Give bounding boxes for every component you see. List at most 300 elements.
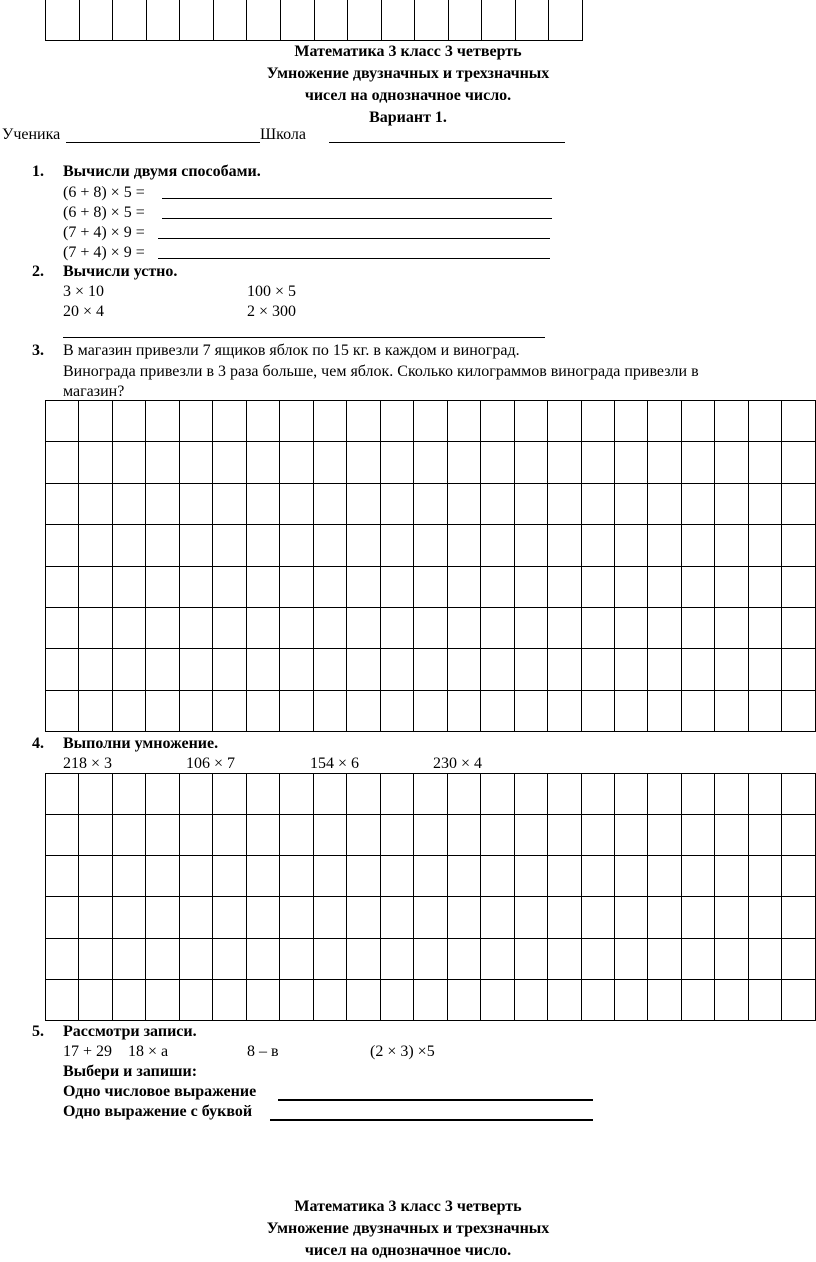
grid-cell[interactable] bbox=[347, 774, 380, 815]
grid-cell[interactable] bbox=[213, 483, 246, 524]
grid-cell[interactable] bbox=[313, 938, 346, 979]
grid-cell[interactable] bbox=[146, 897, 179, 938]
grid-cell[interactable] bbox=[179, 897, 212, 938]
task5-answer-line[interactable] bbox=[270, 1119, 593, 1121]
grid-cell[interactable] bbox=[280, 483, 313, 524]
grid-cell[interactable] bbox=[414, 815, 447, 856]
grid-cell[interactable] bbox=[648, 649, 681, 690]
grid-cell[interactable] bbox=[481, 401, 514, 442]
grid-cell[interactable] bbox=[112, 979, 145, 1020]
grid-cell[interactable] bbox=[313, 774, 346, 815]
grid-cell[interactable] bbox=[213, 649, 246, 690]
grid-cell[interactable] bbox=[447, 979, 480, 1020]
grid-cell[interactable] bbox=[213, 566, 246, 607]
grid-cell[interactable] bbox=[213, 938, 246, 979]
grid-cell[interactable] bbox=[481, 815, 514, 856]
grid-cell[interactable] bbox=[146, 566, 179, 607]
grid-cell[interactable] bbox=[313, 815, 346, 856]
grid-cell[interactable] bbox=[46, 897, 79, 938]
grid-cell[interactable] bbox=[614, 856, 647, 897]
grid-cell[interactable] bbox=[414, 401, 447, 442]
task4-solution-grid[interactable] bbox=[45, 773, 816, 1021]
grid-cell[interactable] bbox=[246, 442, 279, 483]
grid-cell[interactable] bbox=[715, 607, 748, 648]
grid-cell[interactable] bbox=[380, 401, 413, 442]
grid-cell[interactable] bbox=[481, 483, 514, 524]
grid-cell[interactable] bbox=[481, 897, 514, 938]
grid-cell[interactable] bbox=[447, 607, 480, 648]
grid-cell[interactable] bbox=[246, 525, 279, 566]
grid-cell[interactable] bbox=[146, 856, 179, 897]
grid-cell[interactable] bbox=[46, 0, 80, 41]
grid-cell[interactable] bbox=[514, 774, 547, 815]
grid-cell[interactable] bbox=[782, 774, 816, 815]
grid-cell[interactable] bbox=[648, 483, 681, 524]
grid-cell[interactable] bbox=[179, 815, 212, 856]
grid-cell[interactable] bbox=[681, 856, 714, 897]
grid-cell[interactable] bbox=[748, 938, 781, 979]
grid-cell[interactable] bbox=[614, 566, 647, 607]
grid-cell[interactable] bbox=[146, 525, 179, 566]
grid-cell[interactable] bbox=[447, 525, 480, 566]
grid-cell[interactable] bbox=[46, 401, 79, 442]
grid-cell[interactable] bbox=[515, 0, 549, 41]
grid-cell[interactable] bbox=[246, 938, 279, 979]
grid-cell[interactable] bbox=[246, 690, 279, 731]
grid-cell[interactable] bbox=[715, 897, 748, 938]
grid-cell[interactable] bbox=[280, 649, 313, 690]
grid-cell[interactable] bbox=[581, 690, 614, 731]
grid-cell[interactable] bbox=[548, 690, 581, 731]
grid-cell[interactable] bbox=[782, 649, 816, 690]
grid-cell[interactable] bbox=[347, 979, 380, 1020]
grid-cell[interactable] bbox=[581, 442, 614, 483]
grid-cell[interactable] bbox=[481, 525, 514, 566]
grid-cell[interactable] bbox=[380, 815, 413, 856]
grid-cell[interactable] bbox=[648, 897, 681, 938]
grid-cell[interactable] bbox=[46, 938, 79, 979]
grid-cell[interactable] bbox=[347, 938, 380, 979]
grid-cell[interactable] bbox=[648, 979, 681, 1020]
grid-cell[interactable] bbox=[179, 483, 212, 524]
grid-cell[interactable] bbox=[548, 607, 581, 648]
grid-cell[interactable] bbox=[246, 607, 279, 648]
pupil-name-line[interactable] bbox=[66, 142, 260, 143]
grid-cell[interactable] bbox=[112, 525, 145, 566]
grid-cell[interactable] bbox=[514, 897, 547, 938]
grid-cell[interactable] bbox=[280, 0, 314, 41]
grid-cell[interactable] bbox=[514, 815, 547, 856]
grid-cell[interactable] bbox=[614, 607, 647, 648]
grid-cell[interactable] bbox=[280, 401, 313, 442]
grid-cell[interactable] bbox=[348, 0, 382, 41]
grid-cell[interactable] bbox=[280, 566, 313, 607]
grid-cell[interactable] bbox=[414, 856, 447, 897]
grid-cell[interactable] bbox=[179, 649, 212, 690]
grid-cell[interactable] bbox=[481, 690, 514, 731]
grid-cell[interactable] bbox=[179, 774, 212, 815]
grid-cell[interactable] bbox=[447, 774, 480, 815]
grid-cell[interactable] bbox=[380, 525, 413, 566]
grid-cell[interactable] bbox=[280, 856, 313, 897]
grid-cell[interactable] bbox=[213, 897, 246, 938]
grid-cell[interactable] bbox=[614, 815, 647, 856]
grid-cell[interactable] bbox=[548, 401, 581, 442]
grid-cell[interactable] bbox=[614, 401, 647, 442]
grid-cell[interactable] bbox=[681, 483, 714, 524]
grid-cell[interactable] bbox=[146, 979, 179, 1020]
grid-cell[interactable] bbox=[514, 690, 547, 731]
grid-cell[interactable] bbox=[414, 774, 447, 815]
grid-cell[interactable] bbox=[782, 442, 816, 483]
grid-cell[interactable] bbox=[46, 442, 79, 483]
grid-cell[interactable] bbox=[514, 483, 547, 524]
grid-cell[interactable] bbox=[748, 815, 781, 856]
grid-cell[interactable] bbox=[482, 0, 516, 41]
grid-cell[interactable] bbox=[715, 649, 748, 690]
grid-cell[interactable] bbox=[380, 442, 413, 483]
grid-cell[interactable] bbox=[548, 897, 581, 938]
grid-cell[interactable] bbox=[548, 649, 581, 690]
grid-cell[interactable] bbox=[347, 442, 380, 483]
grid-cell[interactable] bbox=[648, 774, 681, 815]
grid-cell[interactable] bbox=[46, 774, 79, 815]
grid-cell[interactable] bbox=[313, 483, 346, 524]
grid-cell[interactable] bbox=[614, 483, 647, 524]
grid-cell[interactable] bbox=[313, 649, 346, 690]
grid-cell[interactable] bbox=[782, 483, 816, 524]
grid-cell[interactable] bbox=[782, 938, 816, 979]
grid-cell[interactable] bbox=[380, 607, 413, 648]
grid-cell[interactable] bbox=[581, 566, 614, 607]
grid-cell[interactable] bbox=[380, 938, 413, 979]
grid-cell[interactable] bbox=[380, 979, 413, 1020]
grid-cell[interactable] bbox=[548, 856, 581, 897]
grid-cell[interactable] bbox=[748, 856, 781, 897]
grid-cell[interactable] bbox=[414, 442, 447, 483]
grid-cell[interactable] bbox=[414, 979, 447, 1020]
grid-cell[interactable] bbox=[79, 649, 112, 690]
grid-cell[interactable] bbox=[313, 856, 346, 897]
grid-cell[interactable] bbox=[581, 774, 614, 815]
grid-cell[interactable] bbox=[581, 483, 614, 524]
grid-cell[interactable] bbox=[514, 525, 547, 566]
grid-cell[interactable] bbox=[748, 566, 781, 607]
grid-cell[interactable] bbox=[414, 649, 447, 690]
grid-cell[interactable] bbox=[213, 774, 246, 815]
grid-cell[interactable] bbox=[715, 938, 748, 979]
grid-cell[interactable] bbox=[514, 442, 547, 483]
grid-cell[interactable] bbox=[347, 401, 380, 442]
grid-cell[interactable] bbox=[280, 774, 313, 815]
grid-cell[interactable] bbox=[681, 566, 714, 607]
grid-cell[interactable] bbox=[581, 815, 614, 856]
grid-cell[interactable] bbox=[614, 690, 647, 731]
grid-cell[interactable] bbox=[179, 525, 212, 566]
grid-cell[interactable] bbox=[514, 856, 547, 897]
school-name-line[interactable] bbox=[329, 142, 565, 143]
grid-cell[interactable] bbox=[447, 483, 480, 524]
grid-cell[interactable] bbox=[715, 815, 748, 856]
grid-cell[interactable] bbox=[715, 979, 748, 1020]
grid-cell[interactable] bbox=[79, 979, 112, 1020]
grid-cell[interactable] bbox=[79, 774, 112, 815]
grid-cell[interactable] bbox=[314, 0, 348, 41]
grid-cell[interactable] bbox=[681, 607, 714, 648]
grid-cell[interactable] bbox=[380, 649, 413, 690]
grid-cell[interactable] bbox=[179, 979, 212, 1020]
grid-cell[interactable] bbox=[481, 938, 514, 979]
grid-cell[interactable] bbox=[514, 649, 547, 690]
grid-cell[interactable] bbox=[313, 897, 346, 938]
grid-cell[interactable] bbox=[380, 566, 413, 607]
grid-cell[interactable] bbox=[347, 649, 380, 690]
grid-cell[interactable] bbox=[179, 938, 212, 979]
grid-cell[interactable] bbox=[581, 979, 614, 1020]
grid-cell[interactable] bbox=[46, 690, 79, 731]
grid-cell[interactable] bbox=[548, 979, 581, 1020]
grid-cell[interactable] bbox=[748, 442, 781, 483]
grid-cell[interactable] bbox=[112, 815, 145, 856]
task1-answer-line[interactable] bbox=[162, 198, 552, 199]
grid-cell[interactable] bbox=[146, 401, 179, 442]
grid-cell[interactable] bbox=[146, 649, 179, 690]
grid-cell[interactable] bbox=[179, 690, 212, 731]
grid-cell[interactable] bbox=[213, 525, 246, 566]
grid-cell[interactable] bbox=[112, 566, 145, 607]
grid-cell[interactable] bbox=[414, 607, 447, 648]
grid-cell[interactable] bbox=[648, 525, 681, 566]
grid-cell[interactable] bbox=[213, 0, 247, 41]
grid-cell[interactable] bbox=[548, 566, 581, 607]
grid-cell[interactable] bbox=[447, 938, 480, 979]
grid-cell[interactable] bbox=[648, 401, 681, 442]
grid-cell[interactable] bbox=[280, 815, 313, 856]
grid-cell[interactable] bbox=[347, 690, 380, 731]
grid-cell[interactable] bbox=[246, 483, 279, 524]
grid-cell[interactable] bbox=[447, 815, 480, 856]
grid-cell[interactable] bbox=[581, 938, 614, 979]
grid-cell[interactable] bbox=[581, 525, 614, 566]
task2-answer-line[interactable] bbox=[63, 337, 545, 338]
grid-cell[interactable] bbox=[213, 815, 246, 856]
grid-cell[interactable] bbox=[112, 649, 145, 690]
grid-cell[interactable] bbox=[581, 856, 614, 897]
grid-cell[interactable] bbox=[748, 897, 781, 938]
grid-cell[interactable] bbox=[380, 690, 413, 731]
grid-cell[interactable] bbox=[247, 0, 281, 41]
grid-cell[interactable] bbox=[313, 979, 346, 1020]
grid-cell[interactable] bbox=[447, 690, 480, 731]
grid-cell[interactable] bbox=[414, 566, 447, 607]
grid-cell[interactable] bbox=[414, 483, 447, 524]
grid-cell[interactable] bbox=[380, 483, 413, 524]
grid-cell[interactable] bbox=[514, 401, 547, 442]
grid-cell[interactable] bbox=[481, 566, 514, 607]
grid-cell[interactable] bbox=[380, 856, 413, 897]
grid-cell[interactable] bbox=[381, 0, 415, 41]
grid-cell[interactable] bbox=[481, 856, 514, 897]
grid-cell[interactable] bbox=[447, 442, 480, 483]
grid-cell[interactable] bbox=[347, 566, 380, 607]
grid-cell[interactable] bbox=[481, 649, 514, 690]
grid-cell[interactable] bbox=[46, 979, 79, 1020]
grid-cell[interactable] bbox=[280, 938, 313, 979]
grid-cell[interactable] bbox=[548, 938, 581, 979]
grid-cell[interactable] bbox=[447, 897, 480, 938]
grid-cell[interactable] bbox=[715, 525, 748, 566]
grid-cell[interactable] bbox=[581, 401, 614, 442]
grid-cell[interactable] bbox=[179, 401, 212, 442]
grid-cell[interactable] bbox=[179, 566, 212, 607]
grid-cell[interactable] bbox=[246, 649, 279, 690]
grid-cell[interactable] bbox=[548, 774, 581, 815]
grid-cell[interactable] bbox=[213, 856, 246, 897]
grid-cell[interactable] bbox=[280, 442, 313, 483]
grid-cell[interactable] bbox=[782, 815, 816, 856]
grid-cell[interactable] bbox=[715, 442, 748, 483]
grid-cell[interactable] bbox=[782, 690, 816, 731]
grid-cell[interactable] bbox=[46, 607, 79, 648]
grid-cell[interactable] bbox=[447, 566, 480, 607]
grid-cell[interactable] bbox=[246, 774, 279, 815]
grid-cell[interactable] bbox=[347, 815, 380, 856]
grid-cell[interactable] bbox=[447, 401, 480, 442]
grid-cell[interactable] bbox=[681, 897, 714, 938]
grid-cell[interactable] bbox=[313, 690, 346, 731]
grid-cell[interactable] bbox=[146, 483, 179, 524]
grid-cell[interactable] bbox=[715, 483, 748, 524]
grid-cell[interactable] bbox=[414, 525, 447, 566]
grid-cell[interactable] bbox=[146, 0, 180, 41]
grid-cell[interactable] bbox=[79, 690, 112, 731]
grid-cell[interactable] bbox=[782, 856, 816, 897]
grid-cell[interactable] bbox=[782, 607, 816, 648]
grid-cell[interactable] bbox=[313, 607, 346, 648]
task3-solution-grid[interactable] bbox=[45, 400, 816, 732]
grid-cell[interactable] bbox=[79, 0, 113, 41]
grid-cell[interactable] bbox=[347, 607, 380, 648]
grid-cell[interactable] bbox=[548, 483, 581, 524]
grid-cell[interactable] bbox=[648, 690, 681, 731]
grid-cell[interactable] bbox=[213, 690, 246, 731]
grid-cell[interactable] bbox=[782, 525, 816, 566]
grid-cell[interactable] bbox=[648, 938, 681, 979]
grid-cell[interactable] bbox=[614, 649, 647, 690]
grid-cell[interactable] bbox=[681, 649, 714, 690]
grid-cell[interactable] bbox=[79, 607, 112, 648]
grid-cell[interactable] bbox=[280, 607, 313, 648]
grid-cell[interactable] bbox=[481, 774, 514, 815]
grid-cell[interactable] bbox=[681, 525, 714, 566]
grid-cell[interactable] bbox=[280, 525, 313, 566]
grid-cell[interactable] bbox=[481, 607, 514, 648]
grid-cell[interactable] bbox=[313, 566, 346, 607]
grid-cell[interactable] bbox=[715, 774, 748, 815]
grid-cell[interactable] bbox=[112, 856, 145, 897]
grid-cell[interactable] bbox=[112, 690, 145, 731]
grid-cell[interactable] bbox=[46, 815, 79, 856]
grid-cell[interactable] bbox=[112, 938, 145, 979]
grid-cell[interactable] bbox=[448, 0, 482, 41]
grid-cell[interactable] bbox=[112, 401, 145, 442]
grid-cell[interactable] bbox=[112, 442, 145, 483]
grid-cell[interactable] bbox=[681, 815, 714, 856]
grid-cell[interactable] bbox=[415, 0, 449, 41]
grid-cell[interactable] bbox=[179, 442, 212, 483]
grid-cell[interactable] bbox=[79, 525, 112, 566]
grid-cell[interactable] bbox=[246, 401, 279, 442]
grid-cell[interactable] bbox=[79, 815, 112, 856]
grid-cell[interactable] bbox=[380, 774, 413, 815]
grid-cell[interactable] bbox=[146, 690, 179, 731]
grid-cell[interactable] bbox=[581, 649, 614, 690]
grid-cell[interactable] bbox=[681, 774, 714, 815]
grid-cell[interactable] bbox=[782, 897, 816, 938]
grid-cell[interactable] bbox=[614, 442, 647, 483]
grid-cell[interactable] bbox=[213, 442, 246, 483]
grid-cell[interactable] bbox=[648, 566, 681, 607]
grid-cell[interactable] bbox=[748, 649, 781, 690]
grid-cell[interactable] bbox=[447, 649, 480, 690]
grid-cell[interactable] bbox=[648, 815, 681, 856]
grid-cell[interactable] bbox=[748, 483, 781, 524]
grid-cell[interactable] bbox=[213, 607, 246, 648]
grid-cell[interactable] bbox=[648, 607, 681, 648]
grid-cell[interactable] bbox=[648, 856, 681, 897]
task1-answer-line[interactable] bbox=[162, 218, 552, 219]
grid-cell[interactable] bbox=[79, 897, 112, 938]
grid-cell[interactable] bbox=[414, 690, 447, 731]
grid-cell[interactable] bbox=[748, 774, 781, 815]
grid-cell[interactable] bbox=[79, 856, 112, 897]
grid-cell[interactable] bbox=[548, 815, 581, 856]
grid-cell[interactable] bbox=[681, 979, 714, 1020]
grid-cell[interactable] bbox=[313, 442, 346, 483]
grid-cell[interactable] bbox=[46, 483, 79, 524]
grid-cell[interactable] bbox=[79, 442, 112, 483]
grid-cell[interactable] bbox=[681, 690, 714, 731]
grid-cell[interactable] bbox=[782, 566, 816, 607]
grid-cell[interactable] bbox=[146, 815, 179, 856]
grid-cell[interactable] bbox=[46, 856, 79, 897]
grid-cell[interactable] bbox=[113, 0, 147, 41]
grid-cell[interactable] bbox=[748, 525, 781, 566]
grid-cell[interactable] bbox=[481, 442, 514, 483]
grid-cell[interactable] bbox=[112, 897, 145, 938]
grid-cell[interactable] bbox=[782, 401, 816, 442]
grid-cell[interactable] bbox=[748, 607, 781, 648]
grid-cell[interactable] bbox=[581, 897, 614, 938]
grid-cell[interactable] bbox=[748, 690, 781, 731]
grid-cell[interactable] bbox=[347, 897, 380, 938]
task5-answer-line[interactable] bbox=[278, 1099, 593, 1101]
grid-cell[interactable] bbox=[246, 979, 279, 1020]
grid-cell[interactable] bbox=[614, 525, 647, 566]
grid-cell[interactable] bbox=[347, 525, 380, 566]
grid-cell[interactable] bbox=[213, 979, 246, 1020]
grid-cell[interactable] bbox=[447, 856, 480, 897]
grid-cell[interactable] bbox=[179, 856, 212, 897]
grid-cell[interactable] bbox=[715, 690, 748, 731]
grid-cell[interactable] bbox=[681, 442, 714, 483]
grid-cell[interactable] bbox=[414, 897, 447, 938]
grid-cell[interactable] bbox=[246, 566, 279, 607]
grid-cell[interactable] bbox=[246, 897, 279, 938]
grid-cell[interactable] bbox=[715, 566, 748, 607]
grid-cell[interactable] bbox=[146, 938, 179, 979]
task1-answer-line[interactable] bbox=[158, 238, 550, 239]
